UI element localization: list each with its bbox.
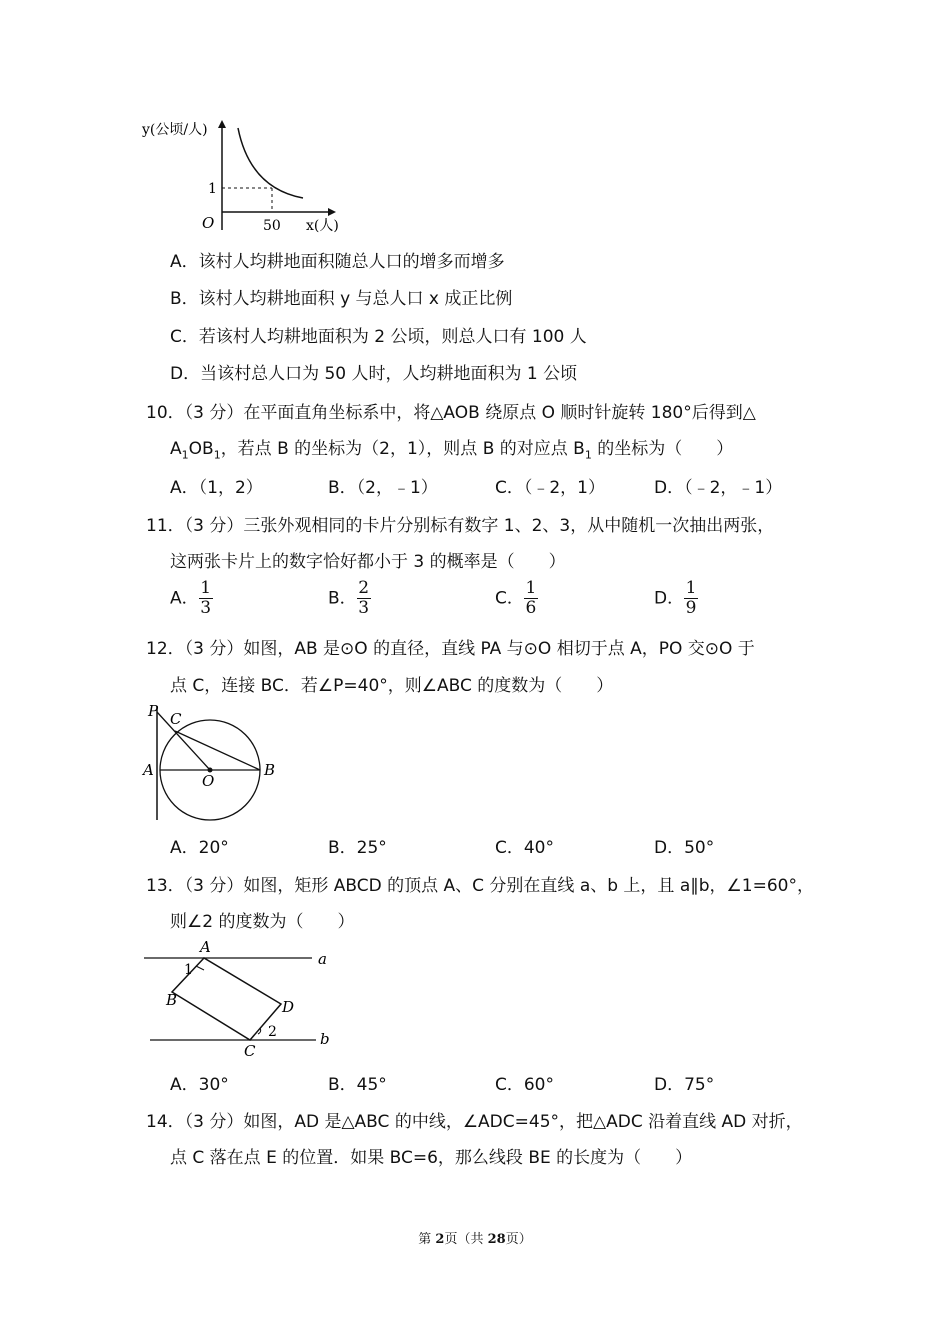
- q10-option-b: B．（2，﹣1）: [328, 478, 438, 498]
- q12-line1: 12．（3 分）如图，AB 是⊙O 的直径，直线 PA 与⊙O 相切于点 A，PO 交⊙O 于: [146, 639, 755, 659]
- q11-line1: 11．（3 分）三张外观相同的卡片分别标有数字 1、2、3，从中随机一次抽出两张，: [146, 516, 775, 536]
- label-d-vertex: D: [282, 998, 295, 1016]
- q9-option-a: A．该村人均耕地面积随总人口的增多而增多: [170, 252, 505, 272]
- q11-option-c: C． $\frac{1}{6}$: [495, 578, 537, 618]
- label-c-vertex: C: [244, 1042, 256, 1060]
- q13-option-d: D．75°: [654, 1075, 715, 1095]
- q13-rectangle-figure: [140, 938, 340, 1060]
- page-footer: 第 2页（共 28页）: [418, 1232, 532, 1247]
- q9-option-d: D．当该村总人口为 50 人时，人均耕地面积为 1 公顷: [170, 364, 578, 384]
- q12-option-c: C．40°: [495, 838, 555, 858]
- label-line-a: a: [318, 950, 327, 968]
- label-c: C: [170, 710, 182, 728]
- x-tick-label: 50: [263, 218, 281, 234]
- q11-option-a: A． $\frac{1}{3}$: [170, 578, 212, 618]
- label-o: O: [202, 772, 215, 790]
- y-tick-label: 1: [208, 181, 217, 197]
- q9-option-c: C．若该村人均耕地面积为 2 公顷，则总人口有 100 人: [170, 327, 587, 347]
- q10-option-a: A．（1，2）: [170, 478, 263, 498]
- q13-option-a: A．30°: [170, 1075, 229, 1095]
- q14-line1: 14．（3 分）如图，AD 是△ABC 的中线，∠ADC=45°，把△ADC 沿着直线 AD 对折，: [146, 1112, 803, 1132]
- q9-option-b: B．该村人均耕地面积 y 与总人口 x 成正比例: [170, 289, 513, 309]
- q10-option-c: C．（﹣2，1）: [495, 478, 606, 498]
- label-angle-2: 2: [268, 1024, 277, 1040]
- label-p: P: [148, 702, 159, 720]
- label-b-vertex: B: [166, 991, 178, 1009]
- q10-line1: 10．（3 分）在平面直角坐标系中，将△AOB 绕原点 O 顺时针旋转 180°后得到△: [146, 403, 756, 423]
- q13-option-c: C．60°: [495, 1075, 555, 1095]
- label-line-b: b: [320, 1030, 330, 1048]
- label-angle-1: 1: [184, 962, 193, 978]
- q10-option-d: D．（﹣2，﹣1）: [654, 478, 783, 498]
- q11-option-d: D． $\frac{1}{9}$: [654, 578, 697, 618]
- label-a: A: [143, 761, 154, 779]
- label-b: B: [264, 761, 276, 779]
- q14-line2: 点 C 落在点 E 的位置．如果 BC=6，那么线段 BE 的长度为（ ）: [170, 1148, 693, 1168]
- q12-line2: 点 C，连接 BC．若∠P=40°，则∠ABC 的度数为（ ）: [170, 676, 614, 696]
- q13-line2: 则∠2 的度数为（ ）: [170, 912, 355, 932]
- q10-line2: $A_1OB_1$，若点 B 的坐标为（2，1），则点 B 的对应点 $B_1$ 的坐标为（ ）: [170, 439, 734, 462]
- q12-option-b: B．25°: [328, 838, 387, 858]
- q11-line2: 这两张卡片上的数字恰好都小于 3 的概率是（ ）: [170, 552, 566, 572]
- q13-line1: 13．（3 分）如图，矩形 ABCD 的顶点 A、C 分别在直线 a、b 上，且 a∥b，∠1=60°，: [146, 876, 814, 896]
- x-axis-label: x(人): [306, 218, 338, 234]
- y-axis-label: y(公顷/人): [142, 122, 208, 138]
- q12-circle-figure: [140, 700, 290, 822]
- q12-option-d: D．50°: [654, 838, 715, 858]
- q12-option-a: A．20°: [170, 838, 229, 858]
- origin-label: O: [202, 214, 215, 232]
- label-a-vertex: A: [200, 938, 211, 956]
- q11-option-b: B． $\frac{2}{3}$: [328, 578, 370, 618]
- q13-option-b: B．45°: [328, 1075, 387, 1095]
- q9-graph: [138, 118, 338, 238]
